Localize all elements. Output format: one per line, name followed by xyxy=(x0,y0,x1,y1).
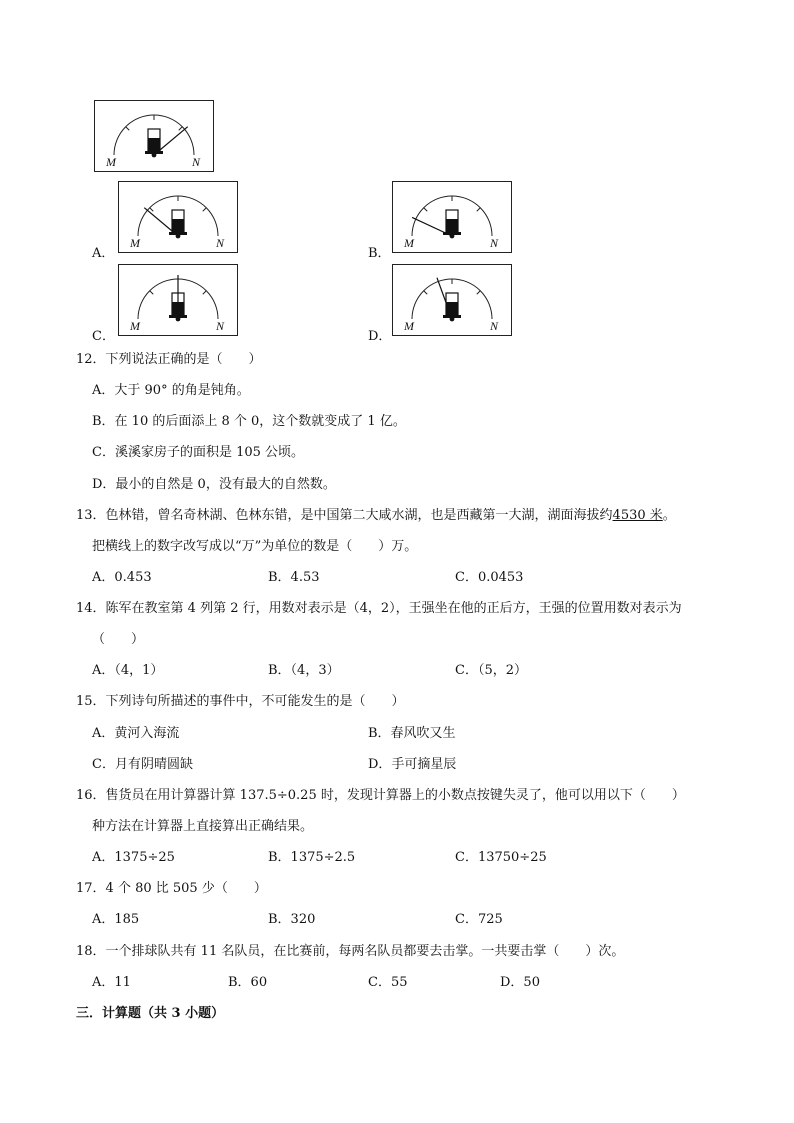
gauge-pivot xyxy=(176,317,181,322)
q16-option-c: C．13750÷25 xyxy=(455,850,547,865)
q18-option-b: B．60 xyxy=(228,975,268,990)
q12-option-b: B．在 10 的后面添上 8 个 0，这个数就变成了 1 亿。 xyxy=(92,414,406,429)
gauge-label-m: M xyxy=(404,319,414,333)
gauge-label-m: M xyxy=(404,236,414,250)
q15-option-b: B．春风吹又生 xyxy=(368,726,456,741)
gauge-c xyxy=(118,264,238,336)
q16-option-a: A．1375÷25 xyxy=(92,850,175,865)
gauge-d xyxy=(392,264,512,336)
gauge-option-a-label: A． xyxy=(92,246,115,261)
gauge-main-svg xyxy=(94,100,214,172)
q17-option-c: C．725 xyxy=(455,912,503,927)
gauge-option-d-label: D． xyxy=(368,329,392,344)
q14-option-c: C．（5，2） xyxy=(455,663,527,678)
gauge-pivot xyxy=(450,234,455,239)
gauge-vessel-fill xyxy=(148,138,160,151)
gauge-label-m: M xyxy=(130,319,140,333)
q12-option-a: A．大于 90° 的角是钝角。 xyxy=(92,383,250,398)
gauge-label-n: N xyxy=(490,236,499,250)
q15-option-a: A．黄河入海流 xyxy=(92,726,180,741)
q13-stem-underline: 4530 米 xyxy=(612,508,663,523)
gauge-vessel-fill xyxy=(446,219,458,232)
gauge-option-c-label: C． xyxy=(92,329,115,344)
gauge-c-svg xyxy=(118,264,238,336)
gauge-a-svg xyxy=(118,181,238,253)
q15-option-d: D．手可摘星辰 xyxy=(368,757,457,772)
gauge-b-svg xyxy=(392,181,512,253)
q15-stem: 15．下列诗句所描述的事件中，不可能发生的是（ ） xyxy=(76,694,405,709)
q14-stem: 14．陈军在教室第 4 列第 2 行，用数对表示是（4，2），王强坐在他的正后方，王强的位置用数对表示为 xyxy=(76,601,682,616)
gauge-label-m: M xyxy=(106,155,116,169)
q13-stem-line2: 把横线上的数字改写成以“万”为单位的数是（ ）万。 xyxy=(92,539,418,554)
q16-stem-line2: 种方法在计算器上直接算出正确结果。 xyxy=(92,819,314,834)
q14-option-a: A．（4，1） xyxy=(92,663,164,678)
gauge-main xyxy=(94,100,214,172)
gauge-vessel-fill xyxy=(172,219,184,232)
q17-option-a: A．185 xyxy=(92,912,140,927)
q13-option-b: B．4.53 xyxy=(268,570,320,585)
q14-stem-line2: （ ） xyxy=(92,632,145,647)
q18-option-a: A．11 xyxy=(92,975,131,990)
gauge-label-n: N xyxy=(216,236,225,250)
gauge-option-b-label: B． xyxy=(368,246,391,261)
q14-option-b: B．（4，3） xyxy=(268,663,340,678)
section-3-heading: 三．计算题（共 3 小题） xyxy=(76,1006,225,1021)
q18-option-c: C．55 xyxy=(368,975,408,990)
q16-stem: 16．售货员在用计算器计算 137.5÷0.25 时，发现计算器上的小数点按键失灵了，他可以用以下（ ） xyxy=(76,788,685,803)
q18-option-d: D．50 xyxy=(500,975,540,990)
gauge-a xyxy=(118,181,238,253)
q13-option-c: C．0.0453 xyxy=(455,570,524,585)
gauge-pivot xyxy=(450,317,455,322)
q13-stem xyxy=(76,507,676,525)
q15-option-c: C．月有阴晴圆缺 xyxy=(92,757,193,772)
gauge-pivot xyxy=(176,234,181,239)
gauge-label-n: N xyxy=(192,155,201,169)
q16-option-b: B．1375÷2.5 xyxy=(268,850,356,865)
q18-stem: 18．一个排球队共有 11 名队员，在比赛前，每两名队员都要去击掌。一共要击掌（ ）次。 xyxy=(76,944,625,959)
q17-stem: 17．4 个 80 比 505 少（ ） xyxy=(76,881,267,896)
gauge-pivot xyxy=(152,153,157,158)
gauge-label-n: N xyxy=(216,319,225,333)
q13-stem-post: 。 xyxy=(662,508,676,523)
q17-option-b: B．320 xyxy=(268,912,316,927)
q12-option-d: D．最小的自然是 0，没有最大的自然数。 xyxy=(92,477,336,492)
gauge-b xyxy=(392,181,512,253)
gauge-d-svg xyxy=(392,264,512,336)
q12-option-c: C．溪溪家房子的面积是 105 公顷。 xyxy=(92,445,305,460)
gauge-label-m: M xyxy=(130,236,140,250)
q13-option-a: A．0.453 xyxy=(92,570,152,585)
q13-stem-pre: 13．色林错，曾名奇林湖、色林东错，是中国第二大咸水湖，也是西藏第一大湖，湖面海拔约 xyxy=(76,508,613,523)
gauge-label-n: N xyxy=(490,319,499,333)
q12-stem: 12．下列说法正确的是（ ） xyxy=(76,352,262,367)
